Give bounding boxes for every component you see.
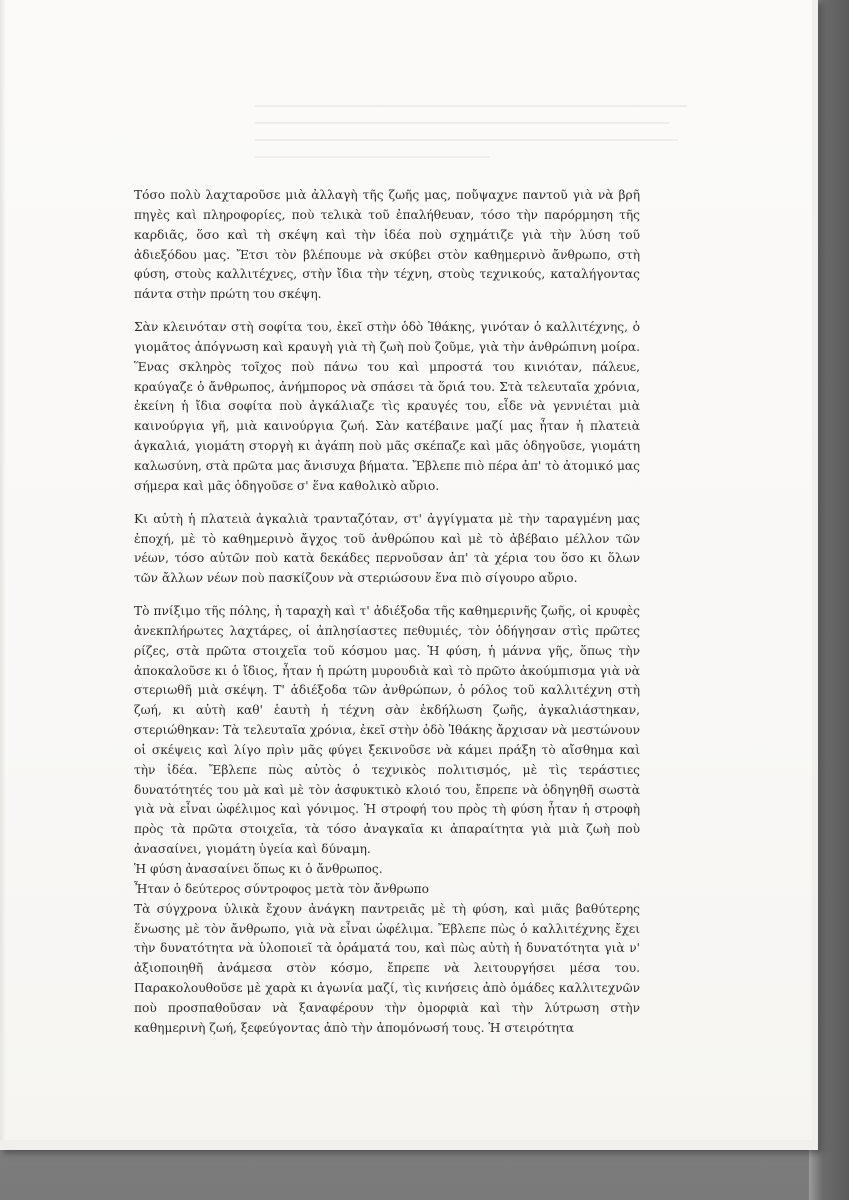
paragraph-1: Τόσο πολὺ λαχταροῦσε μιὰ ἀλλαγὴ τῆς ζωῆς μας, ποὔψαχνε παντοῦ γιὰ νὰ βρῆ πηγὲς καὶ πληροφορίες, ποὺ τελικὰ τοῦ ἐπαλήθευαν, τόσο τὴν παρόρμηση τῆς καρδιᾶς, ὅσο καὶ τὴ σκέψη καὶ τὴν ἰδέα ποὺ σχημάτιζε γιὰ τὴν λύση τοῦ ἀδιεξόδου μας. Ἔτσι τὸν βλέπουμε νὰ σκύβει στὸν καθημερινὸ ἄνθρωπο, στὴ φύση, στοὺς καλλιτέχνες, στὴν ἴδια τὴν τέχνη, στοὺς τεχνικούς, καταλήγοντας πάντα στὴν πρώτη του σκέψη. bbox=[134, 188, 640, 302]
paragraph-3: Κι αὐτὴ ἡ πλατειὰ ἀγκαλιὰ τρανταζόταν, στ' ἀγγίγματα μὲ τὴν ταραγμένη μας ἐποχή, μὲ τὸ καθημερινὸ ἄγχος τοῦ ἀνθρώπου καὶ μὲ τὸ ἀβέβαιο μέλλον τῶν νέων, τόσο αὐτῶν ποὺ κατὰ δεκάδες περνοῦσαν ἀπ' τὰ χέρια του ὅσο κι ὅλων τῶν ἄλλων νέων ποὺ πασκίζουν νὰ στεριώσουν ἕνα πιὸ σίγουρο αὔριο. bbox=[134, 511, 640, 586]
page-left-shade bbox=[0, 0, 6, 1140]
body-text bbox=[134, 186, 640, 1039]
show-through-line bbox=[255, 122, 669, 124]
paragraph-4: Τὸ πνίξιμο τῆς πόλης, ἡ ταραχὴ καὶ τ' ἀδιέξοδα τῆς καθημερινῆς ζωῆς, οἱ κρυφὲς ἀνεκπλήρωτες λαχτάρες, οἱ ἀπλησίαστες πεθυμιές, τὸν ὁδήγησαν στὶς πρῶτες ρίζες, στὰ πρῶτα στοιχεῖα τοῦ κόσμου μας. Ἡ φύση, ἡ μάννα γῆς, ὅπως τὴν ἀποκαλοῦσε κι ὁ ἴδιος, ἦταν ἡ πρώτη μυρουδιὰ καὶ τὸ πρῶτο ἀκούμπισμα γιὰ νὰ στεριωθῆ μιὰ σκέψη. Τ' ἀδιέξοδα τῶν ἀνθρώπων, ὁ ρόλος τοῦ καλλιτέχνη στὴ ζωή, κι αὐτὴ καθ' ἑαυτὴ ἡ τέχνη σὰν ἐκδήλωση ζωῆς, ἀγκαλιάστηκαν, στεριώθηκαν: Τὰ τελευταῖα χρόνια, ἐκεῖ στὴν ὁδὸ Ἰθάκης ἄρχισαν νὰ μεστώνουν οἱ σκέψεις καὶ λίγο πρὶν μᾶς φύγει ξεκινοῦσε νὰ κάμει πράξη τὸ αἴσθημα καὶ τὴν ἰδέα. Ἔβλεπε πὼς αὐτὸς ὁ τεχνικὸς πολιτισμός, μὲ τὶς τεράστιες δυνατότητές του μὰ καὶ μὲ τὸν ἀσφυκτικὸ κλοιό του, ἔπρεπε νὰ ὁδηγηθῆ σωστὰ γιὰ νὰ εἶναι ὠφέλιμος καὶ γόνιμος. Ἡ στροφή του πρὸς τὴ φύση ἦταν ἡ στροφὴ πρὸς τὰ πρῶτα στοιχεῖα, τὰ τόσο ἀναγκαῖα κι ἀπαραίτητα γιὰ μιὰ ζωὴ ποὺ ἀνασαίνει, γιομάτη ὑγεία καὶ δύναμη. bbox=[134, 604, 640, 857]
show-through-line bbox=[255, 139, 678, 141]
paragraph-2: Σὰν κλεινόταν στὴ σοφίτα του, ἐκεῖ στὴν ὁδὸ Ἰθάκης, γινόταν ὁ καλλιτέχνης, ὁ γιομᾶτος ἀπόγνωση καὶ κραυγὴ γιὰ τὴ ζωὴ ποὺ ζοῦμε, γιὰ τὴν ἀνθρώπινη μοίρα. Ἕνας σκληρὸς τοῖχος ποὺ πάνω του καὶ μπροστά του κινιόταν, πάλευε, κραύγαζε ὁ ἄνθρωπος, ἀνήμπορος νὰ σπάσει τὰ ὅριά του. Στὰ τελευταῖα χρόνια, ἐκείνη ἡ ἴδια σοφίτα ποὺ ἀγκάλιαζε τὶς κραυγές του, εἶδε νὰ γεννιέται μιὰ καινούργια γῆ, μιὰ καινούργια ζωή. Σὰν κατέβαινε μαζί μας ἦταν ἡ πλατειὰ ἀγκαλιά, γιομάτη στοργὴ κι ἀγάπη ποὺ μᾶς σκέπαζε καὶ μᾶς ὁδηγοῦσε, γιομάτη καλωσύνη, στὰ πρῶτα μας ἄνισυχα βήματα. Ἔβλεπε πιὸ πέρα ἀπ' τὸ ἀτομικό μας σήμερα καὶ μᾶς ὁδηγοῦσε σ' ἕνα καθολικὸ αὔριο. bbox=[134, 320, 640, 493]
show-through-line bbox=[255, 156, 490, 158]
paragraph-7: Τὰ σύγχρονα ὑλικὰ ἔχουν ἀνάγκη παντρειᾶς μὲ τὴ φύση, καὶ μιᾶς βαθύτερης ἕνωσης μὲ τὸν ἄνθρωπο, γιὰ νὰ εἶναι ὠφέλιμα. Ἔβλεπε πὼς ὁ καλλιτέχνης ἔχει τὴν δυνατότητα νὰ ὑλοποιεῖ τὰ ὁράματά του, καὶ πὼς αὐτὴ ἡ δυνατότητα γιὰ ν' ἀξιοποιηθῆ ἀνάμεσα στὸν κόσμο, ἔπρεπε νὰ λειτουργήσει μέσα του. Παρακολουθοῦσε μὲ χαρὰ κι ἀγωνία μαζί, τὶς κινήσεις ἀπὸ ὁμάδες καλλιτεχνῶν ποὺ προσπαθοῦσαν νὰ ξαναφέρουν τὴν ὀμορφιὰ καὶ τὴν λύτρωση στὴν καθημερινὴ ζωή, ξεφεύγοντας ἀπὸ τὴν ἀπομόνωσή τους. Ἡ στειρότητα bbox=[134, 901, 640, 1035]
show-through-line bbox=[255, 105, 687, 107]
paragraph-5: Ἡ φύση ἀνασαίνει ὅπως κι ὁ ἄνθρωπος. bbox=[134, 862, 383, 876]
show-through-text bbox=[255, 105, 725, 185]
paragraph-6: Ἦταν ὁ δεύτερος σύντροφος μετὰ τὸν ἄνθρωπο bbox=[134, 881, 429, 896]
